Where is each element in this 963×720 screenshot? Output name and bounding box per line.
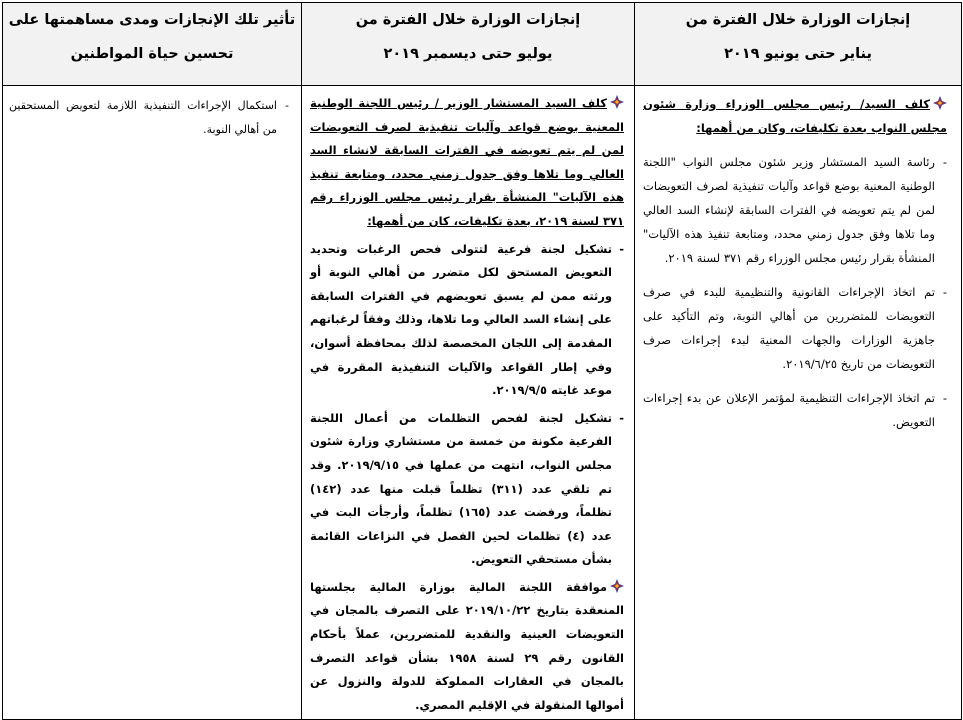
header-col2-line2: يوليو حتى ديسمبر ٢٠١٩ (383, 46, 553, 62)
bullet-dash: - (942, 391, 947, 405)
col2-item-text: تشكيل لجنة لفحص التظلمات من أعمال اللجنة الفرعية مكونة من خمسة من مستشاري وزارة شئون مجلس النواب، انتهت من عملها في ٢٠١٩/٩/١٥. وقد تم تلقي عدد (٣١١) تظلماً قبلت منها عدد (١٤٢) تظلماً، ورفضت عدد (١٦٥) تظلماً، وأرجأت البت في عدد (٤) تظلمات لحين الفصل في النزاعات القائمة بشأن مستحقي التعويض. (310, 410, 612, 567)
col2-item (310, 407, 624, 572)
col2-intro-block (310, 92, 624, 234)
col2-item-text: تشكيل لجنة فرعية لتتولى فحص الرغبات وتحديد التعويض المستحق لكل متضرر من أهالي النوبة أو ورثته ممن لم يسبق تعويضهم في الفترات السابقة على إنشاء السد العالي وما تلاها، وذلك وفقاً لرغباتهم المقدمة إلى اللجان المخصصة لذلك بمحافظة أسوان، وفي إطار القواعد والآليات التنفيذية المقررة في موعد غايته ٢٠١٩/٩/٥. (310, 241, 612, 398)
achievements-table (2, 2, 962, 720)
content-row (3, 86, 962, 720)
header-col2 (302, 3, 635, 86)
col1-item (643, 150, 947, 270)
content-col2 (302, 86, 635, 720)
header-col3-line1: تأثير تلك الإنجازات ومدى مساهمتها على (8, 12, 296, 28)
content-col3 (3, 86, 302, 720)
bullet-dash: - (285, 99, 289, 112)
star-bullet-icon (610, 95, 624, 109)
col3-item-text: استكمال الإجراءات التنفيذية اللازمة لتعويض المستحقين من أهالي النوبة. (9, 99, 277, 136)
col1-item-text: تم اتخاذ الإجراءات التنظيمية لمؤتمر الإعلان عن بدء إجراءات التعويض. (643, 391, 935, 429)
col1-item-text: رئاسة السيد المستشار وزير شئون مجلس النواب "اللجنة الوطنية المعنية بوضع قواعد وآليات تنفيذية لصرف التعويضات لمن لم يتم تعويضه في الفترات السابقة لإنشاء السد العالي وما تلاها وفق جدول زمني محدد، ومتابعة تنفيذ هذه الآليات" المنشأة بقرار رئيس مجلس الوزراء رقم ٣٧١ لسنة ٢٠١٩. (643, 155, 935, 265)
header-col1-line1: إنجازات الوزارة خلال الفترة من (685, 12, 911, 28)
col1-item (643, 280, 947, 376)
header-col2-line1: إنجازات الوزارة خلال الفترة من (355, 12, 581, 28)
col2-approval: موافقة اللجنة المالية بوزارة المالية بجلستها المنعقدة بتاريخ ٢٠١٩/١٠/٢٢ على التصرف بالمجان في التعويضات العينية والنقدية للمتضررين، عملاً بأحكام القانون رقم ٢٩ لسنة ١٩٥٨ بشأن قواعد التصرف بالمجان في العقارات المملوكة للدولة والنزول عن أموالها المنقولة في الإقليم المصري. (310, 579, 624, 712)
header-col1 (635, 3, 962, 86)
bullet-dash: - (942, 285, 947, 299)
col1-intro: كلف السيد/ رئيس مجلس الوزراء وزارة شئون مجلس النواب بعدة تكليفات، وكان من أهمها: (643, 97, 947, 135)
col2-approval-block (310, 576, 624, 718)
header-col3-line2: تحسين حياة المواطنين (70, 46, 234, 62)
col3-item (9, 94, 289, 142)
header-col3 (3, 3, 302, 86)
star-bullet-icon (610, 579, 624, 593)
header-row (3, 3, 962, 86)
bullet-dash: - (619, 410, 624, 425)
col2-intro: كلف السيد المستشار الوزير / رئيس اللجنة الوطنية المعنية بوضع قواعد وآليات تنفيذية لصرف التعويضات لمن لم يتم تعويضه في الفترات السابقة لانشاء السد العالي وما تلاها وفق جدول زمني محدد، ومتابعة تنفيذ هذه الآليات" المنشأة بقرار رئيس مجلس الوزراء رقم ٣٧١ لسنة ٢٠١٩، بعدة تكليفات، كان من أهمها: (310, 96, 624, 228)
col1-item (643, 386, 947, 434)
col1-intro-block (643, 92, 947, 140)
star-bullet-icon (933, 96, 947, 110)
col2-item (310, 238, 624, 403)
bullet-dash: - (619, 241, 624, 256)
header-col1-line2: يناير حتى يونيو ٢٠١٩ (724, 46, 872, 62)
col1-item-text: تم اتخاذ الإجراءات القانونية والتنظيمية للبدء في صرف التعويضات للمتضررين من أهالي النوبة، وتم التأكيد على جاهزية الوزارات والجهات المعنية لبدء إجراءات صرف التعويضات من تاريخ ٢٠١٩/٦/٢٥. (643, 285, 935, 371)
bullet-dash: - (942, 155, 947, 169)
content-col1 (635, 86, 962, 720)
